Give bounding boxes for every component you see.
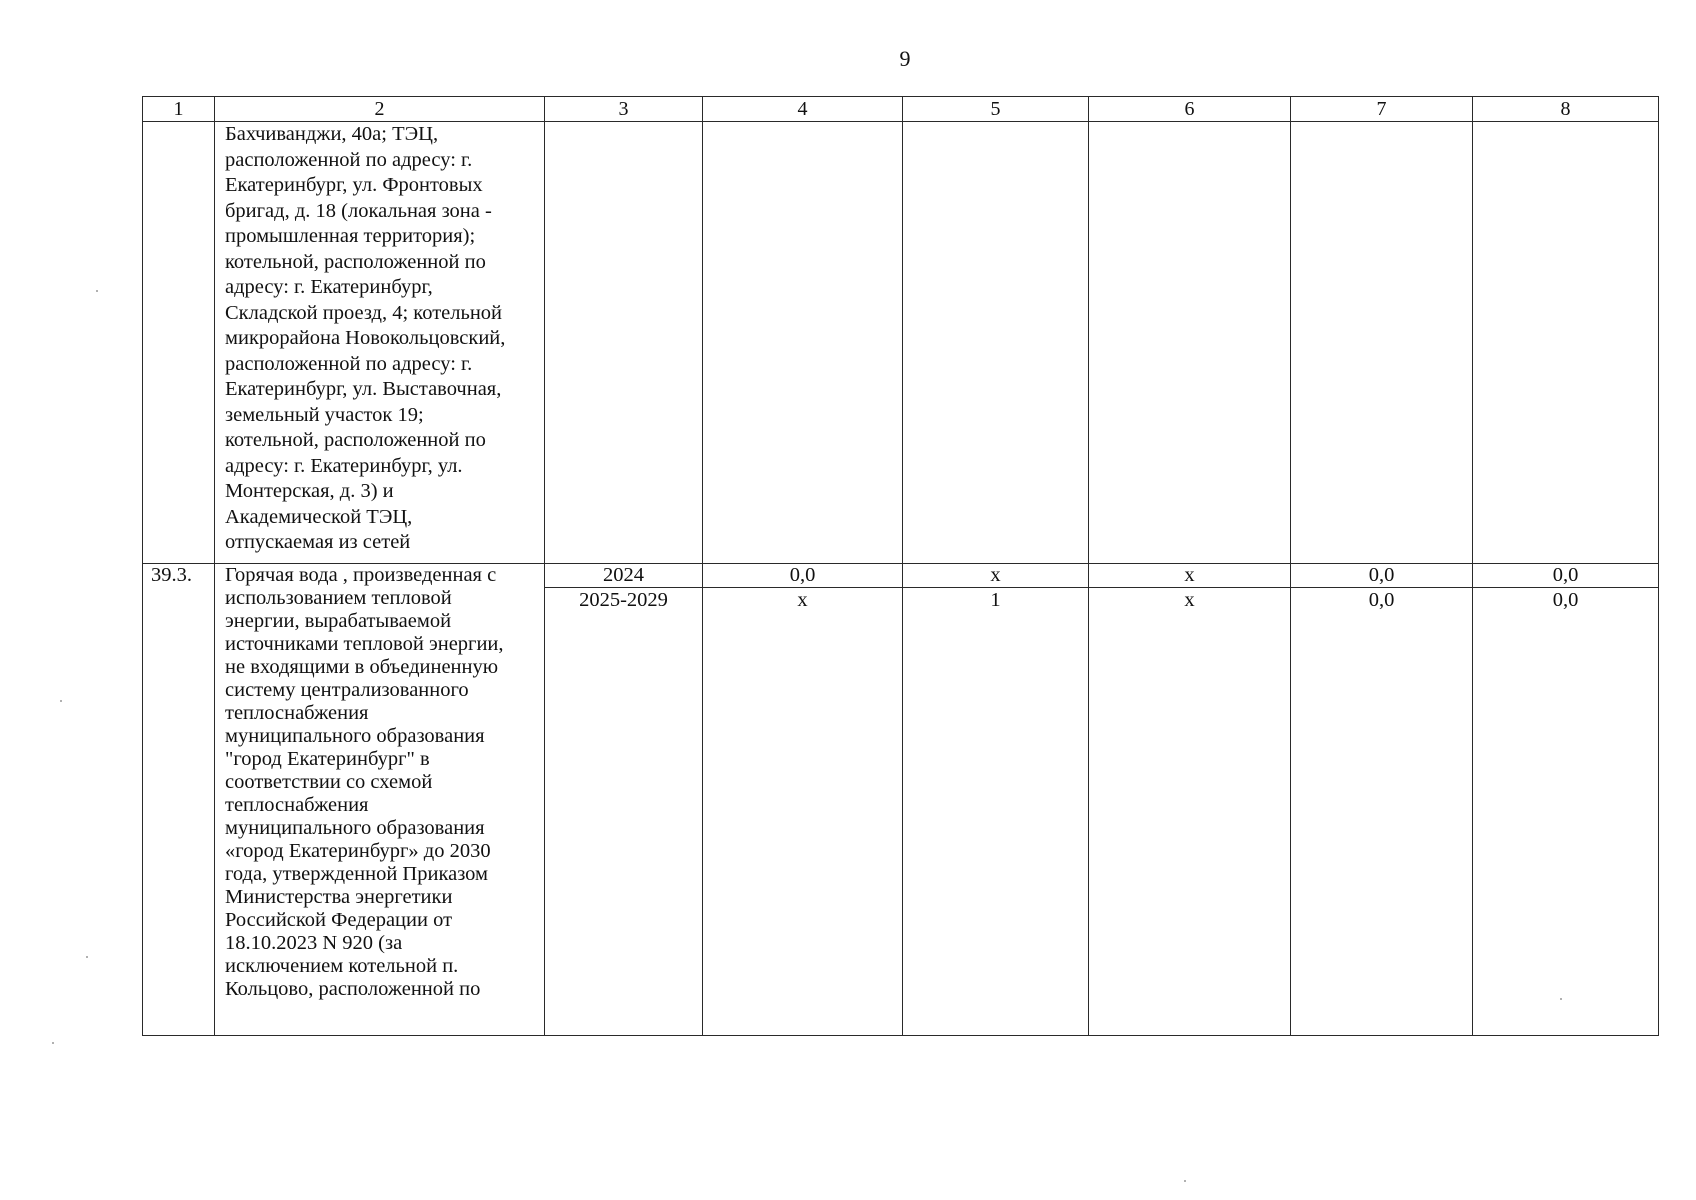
description-line: котельной, расположенной по bbox=[225, 429, 486, 451]
description-line: Академической ТЭЦ, bbox=[225, 505, 413, 528]
description-line: адресу: г. Екатеринбург, bbox=[225, 276, 433, 298]
value-cell-col6: х bbox=[1089, 588, 1291, 1036]
description-line: Министерства энергетики bbox=[225, 886, 453, 908]
description-line: промышленная территория); bbox=[225, 225, 476, 247]
column-header-8: 8 bbox=[1473, 97, 1659, 122]
description-line: использованием тепловой bbox=[225, 587, 452, 609]
description-line: не входящими в объединенную bbox=[225, 656, 499, 678]
description-line: муниципального образования bbox=[225, 725, 485, 747]
description-line: микрорайона Новокольцовский, bbox=[225, 327, 506, 349]
period-cell: 2024 bbox=[545, 564, 703, 588]
empty-cell bbox=[903, 122, 1089, 564]
description-line: расположенной по адресу: г. bbox=[225, 352, 473, 375]
continuation-row bbox=[143, 122, 1659, 564]
column-header-3: 3 bbox=[545, 97, 703, 122]
column-header-7: 7 bbox=[1291, 97, 1473, 122]
empty-cell bbox=[1291, 122, 1473, 564]
tariff-table bbox=[142, 96, 1659, 1036]
description-line: соответствии со схемой bbox=[225, 771, 433, 793]
description-line: Монтерская, д. 3) и bbox=[225, 480, 394, 502]
value-cell-col4: 0,0 bbox=[703, 564, 903, 588]
scan-speck bbox=[86, 956, 88, 958]
description-line: теплоснабжения bbox=[225, 702, 369, 724]
description-line: исключением котельной п. bbox=[225, 955, 459, 977]
description-line: Кольцово, расположенной по bbox=[225, 978, 481, 1000]
column-number-row bbox=[143, 97, 1659, 122]
description-line: "город Екатеринбург" в bbox=[225, 748, 430, 770]
column-header-4: 4 bbox=[703, 97, 903, 122]
continuation-description-cell bbox=[215, 122, 545, 564]
description-line: Екатеринбург, ул. Выставочная, bbox=[225, 378, 502, 400]
period-cell: 2025-2029 bbox=[545, 588, 703, 1036]
description-line: муниципального образования bbox=[225, 817, 485, 839]
column-header-1: 1 bbox=[143, 97, 215, 122]
description-line: источниками тепловой энергии, bbox=[225, 633, 504, 655]
description-line: отпускаемая из сетей bbox=[225, 531, 411, 553]
column-header-2: 2 bbox=[215, 97, 545, 122]
item-number-cell: 39.3. bbox=[143, 564, 215, 1036]
description-line: энергии, вырабатываемой bbox=[225, 610, 452, 632]
description-line: котельной, расположенной по bbox=[225, 250, 486, 273]
description-line: систему централизованного bbox=[225, 679, 469, 701]
table-row-39-3-2024 bbox=[143, 564, 1659, 588]
empty-cell bbox=[703, 122, 903, 564]
column-header-5: 5 bbox=[903, 97, 1089, 122]
description-line: земельный участок 19; bbox=[225, 403, 424, 426]
value-cell-col7: 0,0 bbox=[1291, 588, 1473, 1036]
value-cell-col6: х bbox=[1089, 564, 1291, 588]
empty-cell bbox=[545, 122, 703, 564]
description-line: бригад, д. 18 (локальная зона - bbox=[225, 199, 492, 222]
page-number: 9 bbox=[899, 46, 911, 71]
item-description-cell bbox=[215, 564, 545, 1036]
description-line: теплоснабжения bbox=[225, 794, 369, 816]
value-cell-col5: х bbox=[903, 564, 1089, 588]
empty-cell bbox=[1089, 122, 1291, 564]
description-line: расположенной по адресу: г. bbox=[225, 148, 473, 171]
scan-speck bbox=[52, 1042, 54, 1044]
description-line: года, утвержденной Приказом bbox=[225, 863, 489, 885]
continuation-number-cell bbox=[143, 122, 215, 564]
description-line: «город Екатеринбург» до 2030 bbox=[225, 840, 491, 862]
value-cell-col4: х bbox=[703, 588, 903, 1036]
scan-speck bbox=[1560, 998, 1562, 1000]
scan-speck bbox=[60, 700, 62, 702]
description-line: Горячая вода , произведенная с bbox=[225, 564, 497, 586]
scan-speck bbox=[1184, 1180, 1186, 1182]
column-header-6: 6 bbox=[1089, 97, 1291, 122]
value-cell-col8: 0,0 bbox=[1473, 588, 1659, 1036]
description-line: Российской Федерации от bbox=[225, 909, 453, 931]
description-line: 18.10.2023 N 920 (за bbox=[225, 932, 403, 954]
value-cell-col7: 0,0 bbox=[1291, 564, 1473, 588]
empty-cell bbox=[1473, 122, 1659, 564]
description-line: Складской проезд, 4; котельной bbox=[225, 301, 503, 324]
scan-speck bbox=[96, 290, 98, 292]
value-cell-col5: 1 bbox=[903, 588, 1089, 1036]
value-cell-col8: 0,0 bbox=[1473, 564, 1659, 588]
description-line: адресу: г. Екатеринбург, ул. bbox=[225, 454, 463, 477]
description-line: Екатеринбург, ул. Фронтовых bbox=[225, 174, 483, 196]
description-line: Бахчиванджи, 40а; ТЭЦ, bbox=[225, 123, 439, 145]
